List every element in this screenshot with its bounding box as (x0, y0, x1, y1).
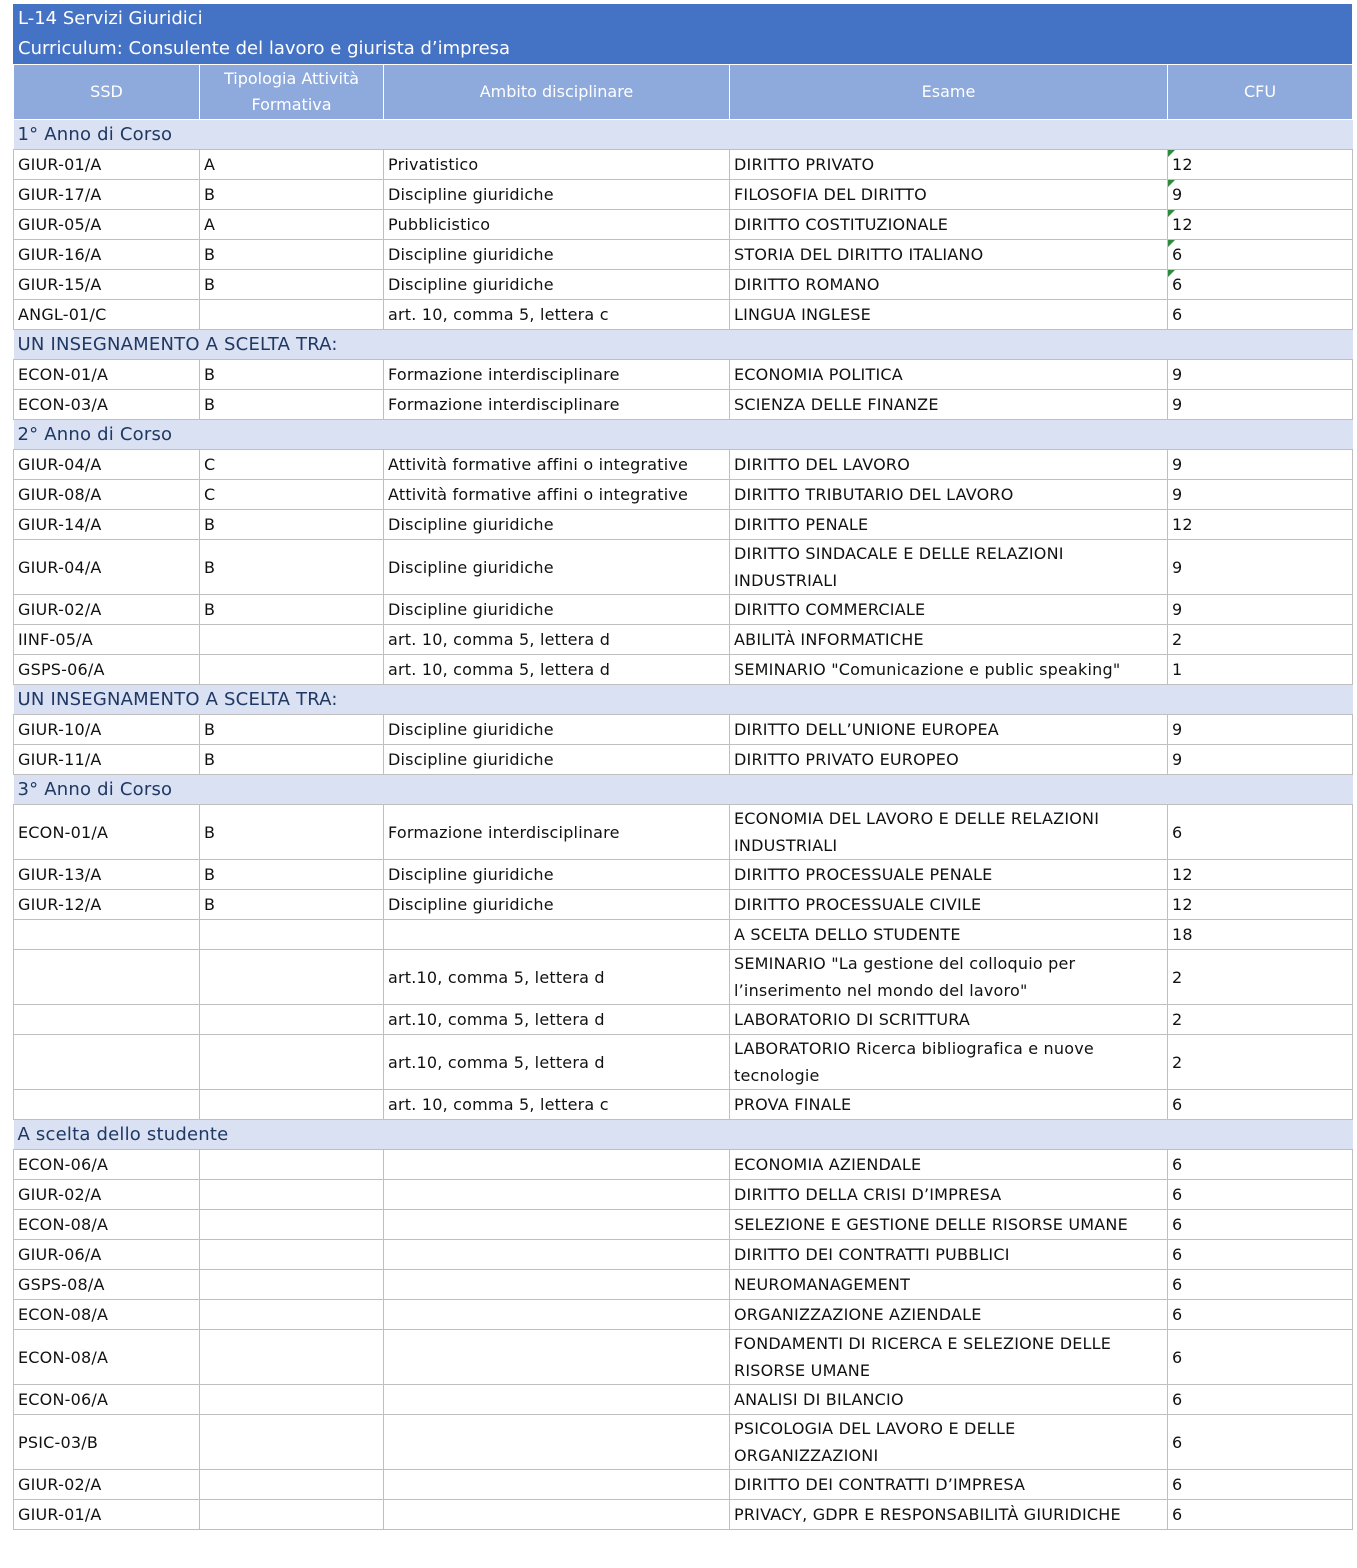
table-row (14, 625, 1353, 655)
cell-cfu: 9 (1168, 480, 1353, 510)
cell-esame: DIRITTO PRIVATO (730, 150, 1168, 180)
cell-ambito (384, 1330, 730, 1385)
cell-ssd (14, 1005, 200, 1035)
table-row (14, 150, 1353, 180)
cell-ambito (384, 1150, 730, 1180)
header-esame: Esame (730, 65, 1168, 120)
section-header-row (14, 1120, 1353, 1150)
cell-cfu: 2 (1168, 1035, 1353, 1090)
cell-esame: DIRITTO PROCESSUALE CIVILE (730, 890, 1168, 920)
cell-ssd: ECON-08/A (14, 1330, 200, 1385)
cell-ambito: art.10, comma 5, lettera d (384, 950, 730, 1005)
section-header-row (14, 775, 1353, 805)
cell-cfu: 6 (1168, 1415, 1353, 1470)
table-row (14, 1005, 1353, 1035)
cell-ssd (14, 1035, 200, 1090)
cell-ssd: GIUR-01/A (14, 150, 200, 180)
cell-cfu: 6 (1168, 1240, 1353, 1270)
cell-cfu: 9 (1168, 180, 1353, 210)
table-row (14, 1270, 1353, 1300)
cell-esame: DIRITTO PRIVATO EUROPEO (730, 745, 1168, 775)
cell-ambito: Attività formative affini o integrative (384, 480, 730, 510)
cell-cfu: 6 (1168, 1180, 1353, 1210)
cell-cfu: 9 (1168, 450, 1353, 480)
cell-esame: DIRITTO DEI CONTRATTI PUBBLICI (730, 1240, 1168, 1270)
cell-ambito (384, 1240, 730, 1270)
cell-esame: DIRITTO SINDACALE E DELLE RELAZIONI INDUSTRIALI (730, 540, 1168, 595)
table-row (14, 450, 1353, 480)
cell-tipologia (200, 655, 384, 685)
cell-ssd: ECON-03/A (14, 390, 200, 420)
cell-tipologia: B (200, 180, 384, 210)
cell-ambito: Discipline giuridiche (384, 270, 730, 300)
cell-cfu: 6 (1168, 240, 1353, 270)
cell-tipologia (200, 1470, 384, 1500)
table-row (14, 950, 1353, 1005)
cell-ssd: GIUR-11/A (14, 745, 200, 775)
cell-esame: NEUROMANAGEMENT (730, 1270, 1168, 1300)
degree-title: L-14 Servizi Giuridici (13, 4, 1352, 34)
cell-ssd: GIUR-10/A (14, 715, 200, 745)
cell-ssd: GSPS-08/A (14, 1270, 200, 1300)
cell-esame: SEMINARIO "La gestione del colloquio per l’inserimento nel mondo del lavoro" (730, 950, 1168, 1005)
section-header-row (14, 685, 1353, 715)
cell-esame: PSICOLOGIA DEL LAVORO E DELLE ORGANIZZAZIONI (730, 1415, 1168, 1470)
cell-tipologia: C (200, 480, 384, 510)
cell-ssd: GIUR-06/A (14, 1240, 200, 1270)
cell-ambito: Attività formative affini o integrative (384, 450, 730, 480)
cell-cfu: 2 (1168, 625, 1353, 655)
cell-cfu: 6 (1168, 1385, 1353, 1415)
table-row (14, 920, 1353, 950)
cell-ambito: Discipline giuridiche (384, 510, 730, 540)
cell-tipologia: B (200, 270, 384, 300)
cell-ssd: GIUR-02/A (14, 1180, 200, 1210)
cell-cfu: 6 (1168, 1210, 1353, 1240)
cell-esame: PROVA FINALE (730, 1090, 1168, 1120)
cell-ssd: GIUR-04/A (14, 450, 200, 480)
table-row (14, 540, 1353, 595)
cell-esame: LINGUA INGLESE (730, 300, 1168, 330)
cell-esame: DIRITTO COMMERCIALE (730, 595, 1168, 625)
cell-cfu: 6 (1168, 1150, 1353, 1180)
cell-cfu: 6 (1168, 300, 1353, 330)
cell-esame: DIRITTO COSTITUZIONALE (730, 210, 1168, 240)
cell-ssd (14, 920, 200, 950)
cell-esame: ANALISI DI BILANCIO (730, 1385, 1168, 1415)
cell-ambito: art. 10, comma 5, lettera d (384, 655, 730, 685)
header-cfu: CFU (1168, 65, 1353, 120)
section-header-row (14, 330, 1353, 360)
cell-ambito: Formazione interdisciplinare (384, 360, 730, 390)
header-ssd: SSD (14, 65, 200, 120)
cell-tipologia (200, 1240, 384, 1270)
cell-tipologia: A (200, 150, 384, 180)
cell-ambito (384, 1385, 730, 1415)
cell-esame: ORGANIZZAZIONE AZIENDALE (730, 1300, 1168, 1330)
cell-ssd: GIUR-15/A (14, 270, 200, 300)
cell-ssd: GSPS-06/A (14, 655, 200, 685)
cell-ssd: PSIC-03/B (14, 1415, 200, 1470)
cell-esame: DIRITTO PENALE (730, 510, 1168, 540)
cell-ssd: ECON-06/A (14, 1385, 200, 1415)
section-header-row (14, 120, 1353, 150)
cell-ambito (384, 1415, 730, 1470)
table-row (14, 1385, 1353, 1415)
table-row (14, 210, 1353, 240)
cell-tipologia (200, 1330, 384, 1385)
cell-esame: SEMINARIO "Comunicazione e public speaking" (730, 655, 1168, 685)
cell-esame: DIRITTO PROCESSUALE PENALE (730, 860, 1168, 890)
table-row (14, 860, 1353, 890)
cell-ambito: Privatistico (384, 150, 730, 180)
cell-tipologia (200, 1150, 384, 1180)
cell-ssd: ECON-06/A (14, 1150, 200, 1180)
section-label: UN INSEGNAMENTO A SCELTA TRA: (14, 685, 1353, 715)
table-row (14, 270, 1353, 300)
cell-cfu: 6 (1168, 1270, 1353, 1300)
table-row (14, 745, 1353, 775)
cell-cfu: 12 (1168, 210, 1353, 240)
cell-ambito: Pubblicistico (384, 210, 730, 240)
cell-tipologia: B (200, 390, 384, 420)
cell-cfu: 1 (1168, 655, 1353, 685)
cell-esame: DIRITTO DELL’UNIONE EUROPEA (730, 715, 1168, 745)
cell-cfu: 9 (1168, 390, 1353, 420)
cell-ambito (384, 1180, 730, 1210)
section-header-row (14, 420, 1353, 450)
table-row (14, 1330, 1353, 1385)
cell-esame: FONDAMENTI DI RICERCA E SELEZIONE DELLE RISORSE UMANE (730, 1330, 1168, 1385)
table-row (14, 715, 1353, 745)
cell-ambito: Discipline giuridiche (384, 540, 730, 595)
cell-esame: SELEZIONE E GESTIONE DELLE RISORSE UMANE (730, 1210, 1168, 1240)
table-row (14, 890, 1353, 920)
cell-ambito (384, 1470, 730, 1500)
table-row (14, 1300, 1353, 1330)
cell-esame: ABILITÀ INFORMATICHE (730, 625, 1168, 655)
cell-ssd: GIUR-08/A (14, 480, 200, 510)
cell-ambito: Discipline giuridiche (384, 860, 730, 890)
cell-ssd (14, 1090, 200, 1120)
cell-ambito: art. 10, comma 5, lettera d (384, 625, 730, 655)
cell-tipologia (200, 1300, 384, 1330)
cell-ambito: Formazione interdisciplinare (384, 805, 730, 860)
header-row (14, 65, 1353, 120)
cell-ssd: GIUR-05/A (14, 210, 200, 240)
cell-cfu: 9 (1168, 745, 1353, 775)
cell-cfu: 2 (1168, 950, 1353, 1005)
table-row (14, 1240, 1353, 1270)
cell-tipologia: B (200, 360, 384, 390)
cell-tipologia: A (200, 210, 384, 240)
cell-esame: A SCELTA DELLO STUDENTE (730, 920, 1168, 950)
cell-tipologia (200, 1385, 384, 1415)
cell-esame: DIRITTO DEI CONTRATTI D’IMPRESA (730, 1470, 1168, 1500)
cell-tipologia: C (200, 450, 384, 480)
table-row (14, 1415, 1353, 1470)
cell-cfu: 18 (1168, 920, 1353, 950)
cell-ambito: art. 10, comma 5, lettera c (384, 300, 730, 330)
cell-ambito: art. 10, comma 5, lettera c (384, 1090, 730, 1120)
cell-ambito (384, 1500, 730, 1530)
cell-esame: ECONOMIA DEL LAVORO E DELLE RELAZIONI INDUSTRIALI (730, 805, 1168, 860)
table-row (14, 1500, 1353, 1530)
cell-tipologia (200, 625, 384, 655)
section-label: UN INSEGNAMENTO A SCELTA TRA: (14, 330, 1353, 360)
section-label: 3° Anno di Corso (14, 775, 1353, 805)
cell-esame: DIRITTO TRIBUTARIO DEL LAVORO (730, 480, 1168, 510)
cell-tipologia: B (200, 510, 384, 540)
cell-cfu: 6 (1168, 1090, 1353, 1120)
cell-tipologia: B (200, 540, 384, 595)
cell-tipologia (200, 1090, 384, 1120)
cell-tipologia (200, 1270, 384, 1300)
cell-cfu: 12 (1168, 510, 1353, 540)
cell-tipologia (200, 920, 384, 950)
cell-cfu: 12 (1168, 150, 1353, 180)
cell-ambito (384, 920, 730, 950)
table-row (14, 360, 1353, 390)
cell-cfu: 6 (1168, 1500, 1353, 1530)
cell-ambito (384, 1270, 730, 1300)
cell-ssd: ECON-01/A (14, 360, 200, 390)
cell-ssd: ANGL-01/C (14, 300, 200, 330)
cell-ambito: Discipline giuridiche (384, 595, 730, 625)
table-row (14, 390, 1353, 420)
cell-esame: SCIENZA DELLE FINANZE (730, 390, 1168, 420)
cell-ambito (384, 1210, 730, 1240)
table-row (14, 240, 1353, 270)
section-label: 2° Anno di Corso (14, 420, 1353, 450)
cell-tipologia: B (200, 890, 384, 920)
cell-ambito: Discipline giuridiche (384, 745, 730, 775)
cell-ssd: IINF-05/A (14, 625, 200, 655)
header-ambito: Ambito disciplinare (384, 65, 730, 120)
cell-esame: DIRITTO ROMANO (730, 270, 1168, 300)
cell-ambito: Discipline giuridiche (384, 240, 730, 270)
cell-ssd: GIUR-17/A (14, 180, 200, 210)
cell-ssd: GIUR-12/A (14, 890, 200, 920)
curriculum-title: Curriculum: Consulente del lavoro e giurista d’impresa (13, 34, 1352, 64)
table-row (14, 1150, 1353, 1180)
cell-tipologia: B (200, 860, 384, 890)
course-table (13, 64, 1353, 1530)
cell-esame: DIRITTO DEL LAVORO (730, 450, 1168, 480)
cell-ambito: Discipline giuridiche (384, 715, 730, 745)
cell-ambito: Formazione interdisciplinare (384, 390, 730, 420)
cell-tipologia (200, 300, 384, 330)
cell-cfu: 6 (1168, 270, 1353, 300)
cell-cfu: 6 (1168, 1330, 1353, 1385)
cell-ssd: GIUR-02/A (14, 595, 200, 625)
cell-tipologia (200, 950, 384, 1005)
cell-tipologia (200, 1415, 384, 1470)
table-row (14, 1470, 1353, 1500)
section-label: 1° Anno di Corso (14, 120, 1353, 150)
cell-ssd: ECON-08/A (14, 1300, 200, 1330)
cell-esame: ECONOMIA AZIENDALE (730, 1150, 1168, 1180)
table-row (14, 510, 1353, 540)
table-row (14, 300, 1353, 330)
cell-cfu: 9 (1168, 360, 1353, 390)
cell-ssd: ECON-08/A (14, 1210, 200, 1240)
cell-esame: LABORATORIO DI SCRITTURA (730, 1005, 1168, 1035)
cell-ambito: art.10, comma 5, lettera d (384, 1035, 730, 1090)
cell-ssd (14, 950, 200, 1005)
cell-cfu: 12 (1168, 890, 1353, 920)
cell-esame: LABORATORIO Ricerca bibliografica e nuove tecnologie (730, 1035, 1168, 1090)
cell-esame: DIRITTO DELLA CRISI D’IMPRESA (730, 1180, 1168, 1210)
course-plan-sheet (13, 4, 1352, 1530)
section-label: A scelta dello studente (14, 1120, 1353, 1150)
cell-tipologia (200, 1035, 384, 1090)
table-row (14, 595, 1353, 625)
cell-ssd: GIUR-02/A (14, 1470, 200, 1500)
cell-cfu: 9 (1168, 595, 1353, 625)
cell-cfu: 9 (1168, 540, 1353, 595)
cell-cfu: 6 (1168, 1300, 1353, 1330)
cell-tipologia: B (200, 240, 384, 270)
cell-cfu: 6 (1168, 805, 1353, 860)
cell-tipologia: B (200, 745, 384, 775)
cell-ssd: ECON-01/A (14, 805, 200, 860)
cell-ssd: GIUR-16/A (14, 240, 200, 270)
cell-esame: STORIA DEL DIRITTO ITALIANO (730, 240, 1168, 270)
cell-ssd: GIUR-14/A (14, 510, 200, 540)
cell-tipologia (200, 1500, 384, 1530)
cell-esame: PRIVACY, GDPR E RESPONSABILITÀ GIURIDICHE (730, 1500, 1168, 1530)
cell-ssd: GIUR-13/A (14, 860, 200, 890)
cell-tipologia: B (200, 595, 384, 625)
cell-ssd: GIUR-01/A (14, 1500, 200, 1530)
cell-ambito: art.10, comma 5, lettera d (384, 1005, 730, 1035)
cell-cfu: 12 (1168, 860, 1353, 890)
table-row (14, 1090, 1353, 1120)
table-row (14, 180, 1353, 210)
cell-ambito: Discipline giuridiche (384, 890, 730, 920)
cell-cfu: 6 (1168, 1470, 1353, 1500)
cell-ambito: Discipline giuridiche (384, 180, 730, 210)
table-row (14, 1180, 1353, 1210)
table-row (14, 1210, 1353, 1240)
cell-cfu: 2 (1168, 1005, 1353, 1035)
cell-ssd: GIUR-04/A (14, 540, 200, 595)
course-table-body (14, 120, 1353, 1530)
cell-esame: FILOSOFIA DEL DIRITTO (730, 180, 1168, 210)
cell-tipologia: B (200, 715, 384, 745)
cell-esame: ECONOMIA POLITICA (730, 360, 1168, 390)
cell-cfu: 9 (1168, 715, 1353, 745)
cell-tipologia (200, 1210, 384, 1240)
table-row (14, 480, 1353, 510)
header-tipologia: Tipologia Attività Formativa (200, 65, 384, 120)
cell-tipologia: B (200, 805, 384, 860)
cell-tipologia (200, 1005, 384, 1035)
table-row (14, 655, 1353, 685)
cell-ambito (384, 1300, 730, 1330)
cell-tipologia (200, 1180, 384, 1210)
table-row (14, 805, 1353, 860)
table-row (14, 1035, 1353, 1090)
